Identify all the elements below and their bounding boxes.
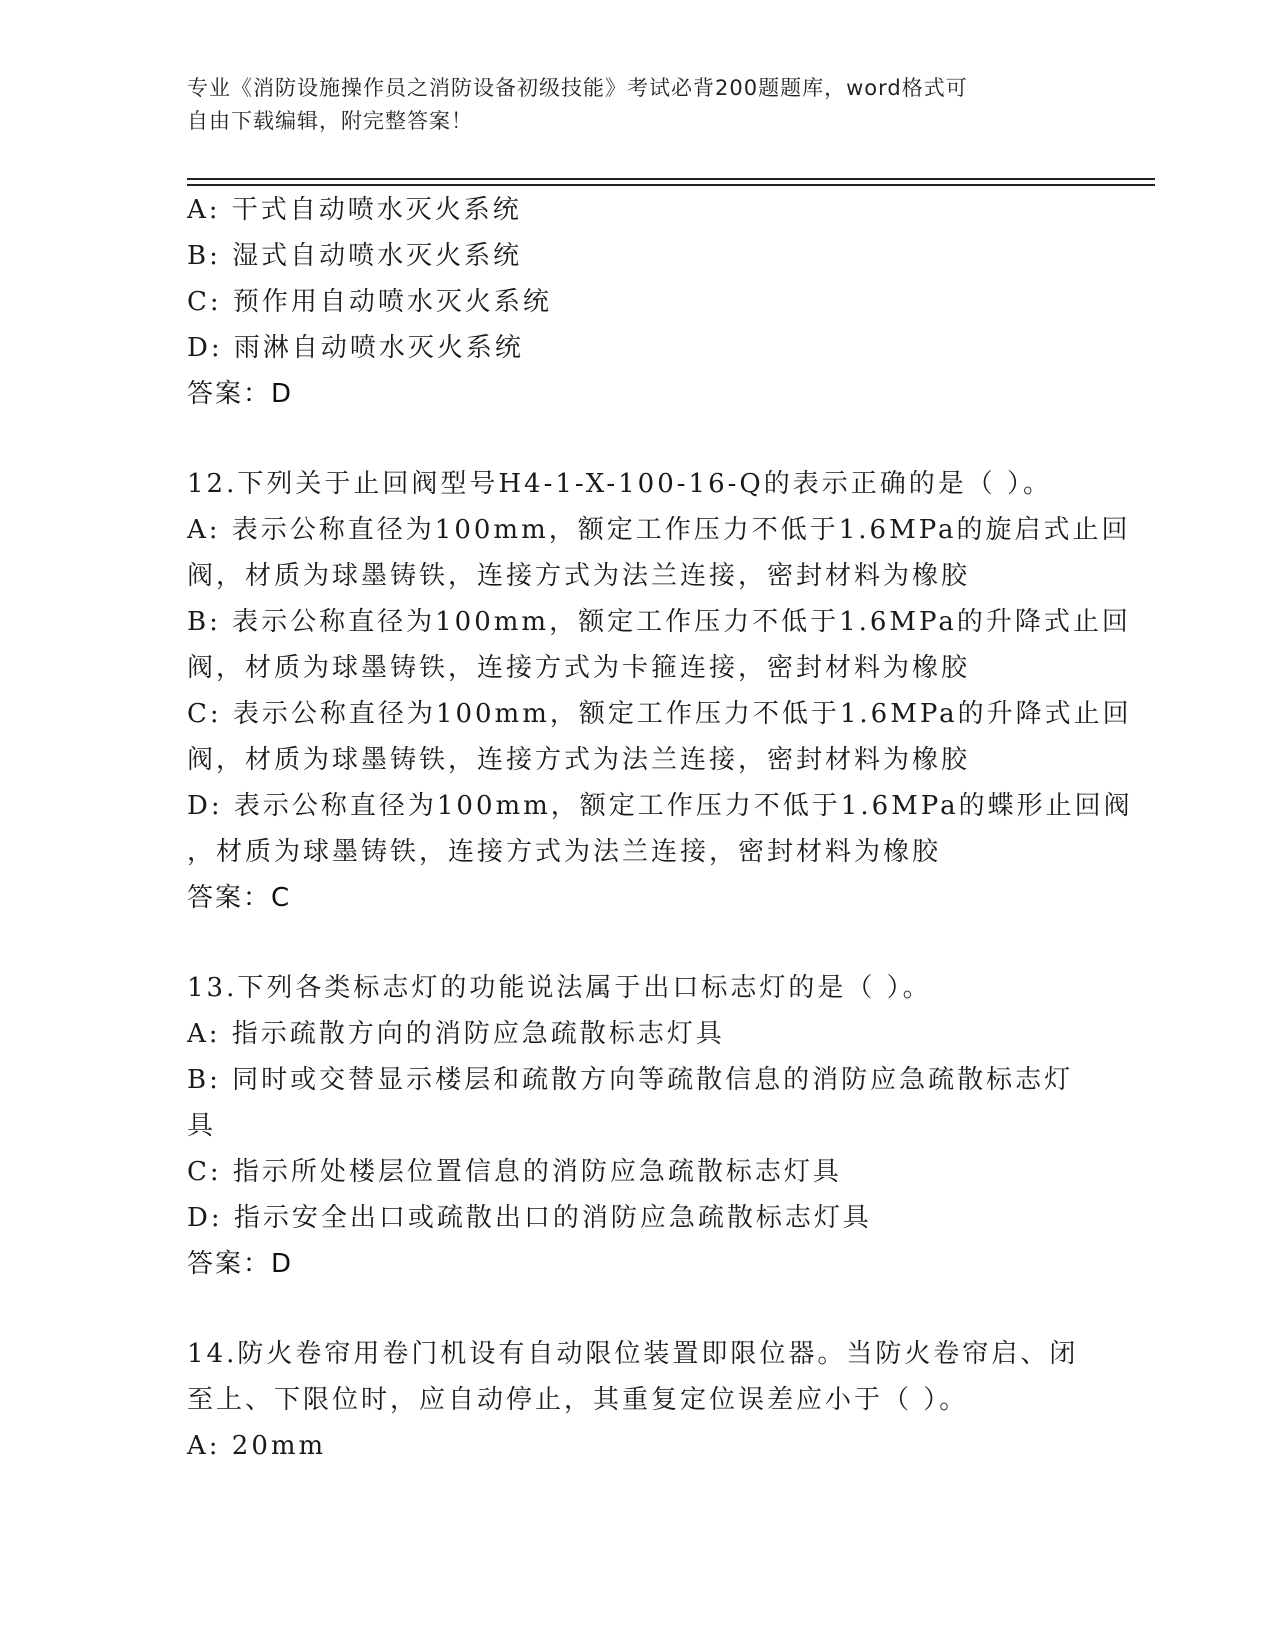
option-c: C: 预作用自动喷水灭火系统 xyxy=(187,287,552,317)
option-a: A: 指示疏散方向的消防应急疏散标志灯具 xyxy=(187,1019,725,1049)
question-14 xyxy=(187,1331,1087,1469)
option-d-line-1: D: 表示公称直径为100mm，额定工作压力不低于1.6MPa的蝶形止回阀 xyxy=(187,791,1133,821)
question-text-line-2: 至上、下限位时，应自动停止，其重复定位误差应小于（ ）。 xyxy=(187,1385,969,1415)
option-b-line-1: B: 同时或交替显示楼层和疏散方向等疏散信息的消防应急疏散标志灯 xyxy=(187,1065,1074,1095)
option-a: A: 干式自动喷水灭火系统 xyxy=(187,195,522,225)
option-c-line-1: C: 表示公称直径为100mm，额定工作压力不低于1.6MPa的升降式止回 xyxy=(187,699,1132,729)
header-line-2: 自由下载编辑，附完整答案！ xyxy=(187,109,473,133)
question-text: 13.下列各类标志灯的功能说法属于出口标志灯的是（ ）。 xyxy=(187,973,932,1003)
option-b: B: 湿式自动喷水灭火系统 xyxy=(187,241,523,271)
option-c-line-2: 阀，材质为球墨铸铁，连接方式为法兰连接，密封材料为橡胶 xyxy=(187,745,971,775)
document-header xyxy=(187,72,1067,138)
option-b-line-2: 阀，材质为球墨铸铁，连接方式为卡箍连接，密封材料为橡胶 xyxy=(187,653,971,683)
option-d: D: 雨淋自动喷水灭火系统 xyxy=(187,333,524,363)
option-a-line-1: A: 表示公称直径为100mm，额定工作压力不低于1.6MPa的旋启式止回 xyxy=(187,515,1131,545)
answer: 答案：C xyxy=(187,883,292,913)
question-13 xyxy=(187,965,1087,1287)
option-a-line-2: 阀，材质为球墨铸铁，连接方式为法兰连接，密封材料为橡胶 xyxy=(187,561,971,591)
option-b-line-2: 具 xyxy=(187,1111,217,1141)
question-text-line-1: 14.防火卷帘用卷门机设有自动限位装置即限位器。当防火卷帘启、闭 xyxy=(187,1339,1079,1369)
option-c: C: 指示所处楼层位置信息的消防应急疏散标志灯具 xyxy=(187,1157,842,1187)
option-b-line-1: B: 表示公称直径为100mm，额定工作压力不低于1.6MPa的升降式止回 xyxy=(187,607,1131,637)
answer: 答案：D xyxy=(187,379,294,409)
answer: 答案：D xyxy=(187,1249,294,1279)
header-divider-top xyxy=(187,178,1155,180)
question-12 xyxy=(187,461,1133,921)
option-a: A: 20mm xyxy=(187,1431,327,1461)
option-d-line-2: ，材质为球墨铸铁，连接方式为法兰连接，密封材料为橡胶 xyxy=(187,837,942,867)
question-11 xyxy=(187,187,1087,417)
header-line-1: 专业《消防设施操作员之消防设备初级技能》考试必背200题题库，word格式可 xyxy=(187,76,968,100)
option-d: D: 指示安全出口或疏散出口的消防应急疏散标志灯具 xyxy=(187,1203,872,1233)
question-content xyxy=(187,187,1133,1469)
header-divider-bottom xyxy=(187,184,1155,186)
question-text: 12.下列关于止回阀型号H4-1-X-100-16-Q的表示正确的是（ ）。 xyxy=(187,469,1052,499)
